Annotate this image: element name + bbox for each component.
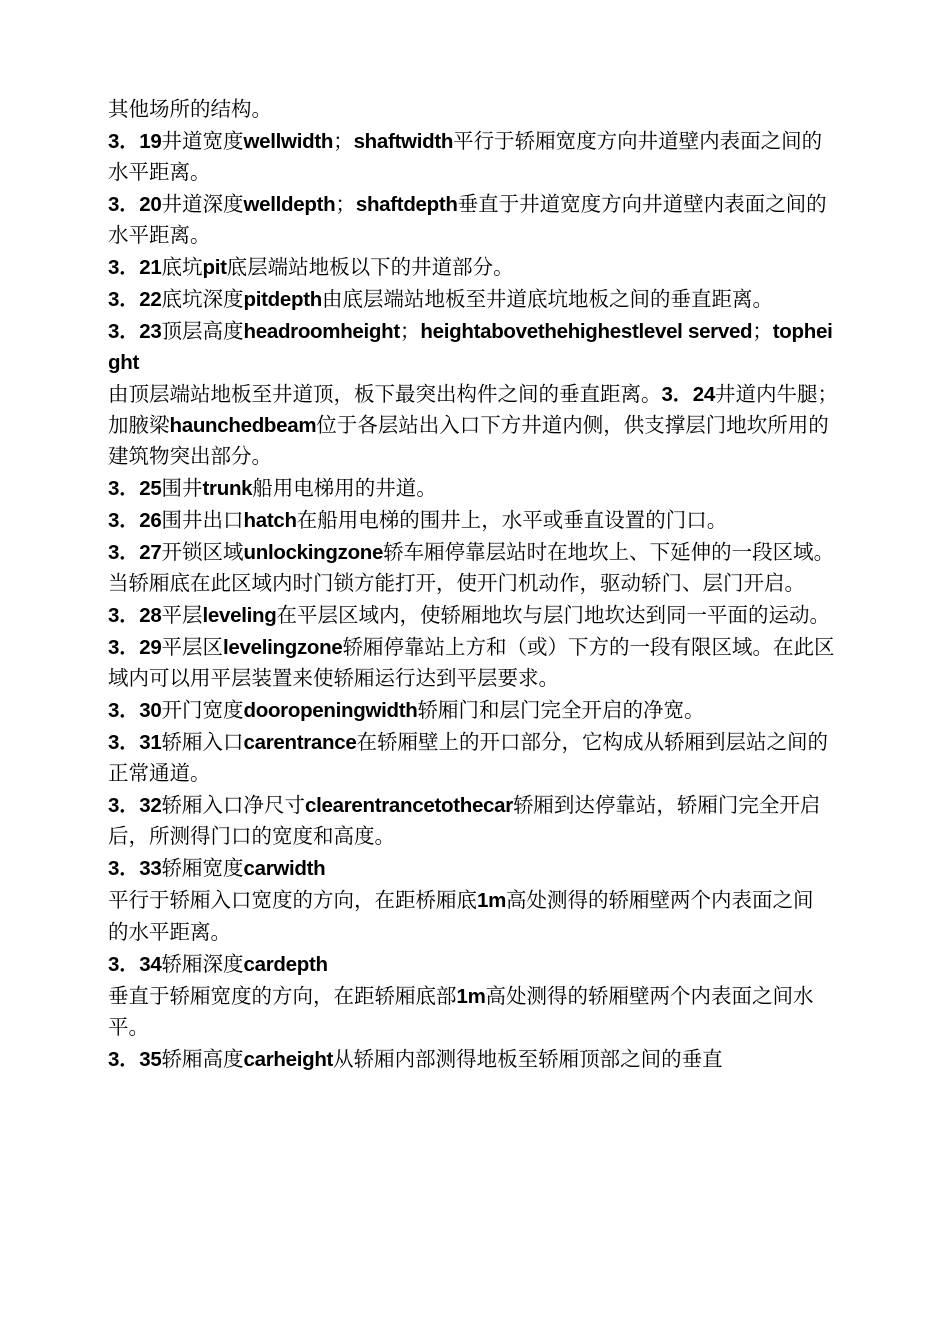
bold-term: shaftwidth — [353, 130, 454, 153]
text-run: 高处测得的轿厢壁两个内表面之间水平。 — [108, 984, 814, 1039]
bold-term: 3．35 — [108, 1048, 162, 1071]
bold-term: 3．30 — [108, 699, 162, 722]
bold-term: shaftdepth — [355, 193, 458, 216]
text-run: 顶层高度 — [161, 319, 244, 343]
text-run: 轿厢入口净尺寸 — [161, 793, 306, 817]
document-body — [108, 94, 838, 1076]
bold-term: levelingzone — [223, 636, 343, 659]
text-run: 垂直于井道宽度方向井道壁内表面之间的水平距离。 — [108, 192, 827, 247]
bold-term: 3．32 — [108, 794, 162, 817]
text-run: 轿厢到达停靠站，轿厢门完全开启后，所测得门口的宽度和高度。 — [108, 793, 821, 848]
paragraph — [108, 505, 838, 536]
bold-term: leveling — [202, 604, 277, 627]
bold-term: pit — [202, 256, 227, 279]
paragraph — [108, 316, 838, 378]
text-run: 从轿厢内部测得地板至轿厢顶部之间的垂直 — [333, 1047, 723, 1071]
paragraph — [108, 949, 838, 980]
bold-term: 3．26 — [108, 509, 162, 532]
paragraph — [108, 853, 838, 884]
text-run: 位于各层站出入口下方井道内侧，供支撑层门地坎所用的建筑物突出部分。 — [108, 413, 829, 468]
bold-term: carentrance — [243, 731, 357, 754]
bold-term: 3．21 — [108, 256, 162, 279]
text-run: 在船用电梯的围井上，水平或垂直设置的门口。 — [296, 508, 728, 532]
text-run: 底坑深度 — [161, 287, 244, 311]
paragraph — [108, 632, 838, 694]
paragraph — [108, 981, 838, 1043]
paragraph — [108, 695, 838, 726]
paragraph — [108, 94, 838, 125]
bold-term: headroomheight — [243, 320, 400, 343]
text-run: 的水平距离。 — [108, 920, 231, 944]
text-run: 底坑 — [161, 255, 203, 279]
bold-term: 3．28 — [108, 604, 162, 627]
text-run: 开门宽度 — [161, 698, 244, 722]
text-run: 轿厢深度 — [161, 952, 244, 976]
bold-term: 3．23 — [108, 320, 162, 343]
paragraph — [108, 600, 838, 631]
bold-term: 3．29 — [108, 636, 162, 659]
text-run: ； — [399, 319, 421, 343]
paragraph — [108, 727, 838, 789]
text-run: 在平层区域内，使轿厢地坎与层门地坎达到同一平面的运动。 — [276, 603, 830, 627]
text-run: 轿车厢停靠层站时在地坎上、下延伸的一段区域。当轿厢底在此区域内时门锁方能打开，使开门机动作，驱动轿门、层门开启。 — [108, 540, 835, 595]
bold-term: 3．20 — [108, 193, 162, 216]
paragraph — [108, 537, 838, 599]
text-run: 由顶层端站地板至井道顶，板下最突出构件之间的垂直距离。 — [108, 382, 662, 406]
text-run: 平层 — [161, 603, 203, 627]
paragraph — [108, 189, 838, 251]
bold-term: 3．31 — [108, 731, 162, 754]
bold-term: hatch — [243, 509, 297, 532]
text-run: ； — [335, 192, 356, 216]
text-run: 井道深度 — [161, 192, 244, 216]
paragraph — [108, 917, 838, 948]
bold-term: carheight — [243, 1048, 334, 1071]
bold-term: welldepth — [243, 193, 336, 216]
paragraph — [108, 379, 838, 472]
paragraph — [108, 790, 838, 852]
bold-term: heightabovethehighestlevel served — [420, 320, 753, 343]
bold-term: trunk — [202, 477, 253, 500]
bold-term: pitdepth — [243, 288, 322, 311]
text-run: 在轿厢壁上的开口部分，它构成从轿厢到层站之间的正常通道。 — [108, 730, 828, 785]
bold-term: 1m — [477, 889, 507, 912]
paragraph — [108, 885, 838, 916]
text-run: 由底层端站地板至井道底坑地板之间的垂直距离。 — [321, 287, 773, 311]
bold-term: 3．22 — [108, 288, 162, 311]
paragraph — [108, 126, 838, 188]
text-run: 平行于轿厢宽度方向井道壁内表面之间的水平距离。 — [108, 129, 823, 184]
paragraph — [108, 252, 838, 283]
text-run: 轿厢入口 — [161, 730, 244, 754]
text-run: 轿厢宽度 — [161, 856, 244, 880]
bold-term: clearentrancetothecar — [305, 794, 513, 817]
bold-term: topheight — [108, 320, 833, 374]
text-run: 围井 — [161, 476, 203, 500]
bold-term: 3．33 — [108, 857, 162, 880]
text-run: 轿厢高度 — [161, 1047, 244, 1071]
text-run: 底层端站地板以下的井道部分。 — [226, 255, 514, 279]
paragraph — [108, 473, 838, 504]
bold-term: carwidth — [243, 857, 326, 880]
text-run: 其他场所的结构。 — [108, 97, 272, 121]
text-run: ； — [333, 129, 354, 153]
bold-term: haunchedbeam — [169, 414, 317, 437]
text-run: 高处测得的轿厢壁两个内表面之间 — [506, 888, 814, 912]
text-run: 井道内牛腿；加腋梁 — [108, 382, 839, 437]
text-run: 平行于轿厢入口宽度的方向，在距桥厢底 — [108, 888, 477, 912]
text-run: 垂直于轿厢宽度的方向，在距轿厢底部 — [108, 984, 457, 1008]
text-run: 井道宽度 — [161, 129, 244, 153]
text-run: 平层区 — [161, 635, 224, 659]
bold-term: cardepth — [243, 953, 328, 976]
text-run: 轿厢停靠站上方和（或）下方的一段有限区域。在此区域内可以用平层装置来使轿厢运行达到平层要求。 — [108, 635, 835, 690]
paragraph — [108, 284, 838, 315]
bold-term: dooropeningwidth — [243, 699, 418, 722]
paragraph — [108, 1044, 838, 1075]
bold-term: 3．27 — [108, 541, 162, 564]
bold-term: unlockingzone — [243, 541, 384, 564]
bold-term: wellwidth — [243, 130, 334, 153]
bold-term: 1m — [456, 985, 486, 1008]
text-run: 围井出口 — [161, 508, 244, 532]
text-run: ； — [752, 319, 773, 343]
text-run: 轿厢门和层门完全开启的净宽。 — [417, 698, 705, 722]
text-run: 开锁区域 — [161, 540, 244, 564]
bold-term: 3．24 — [661, 383, 716, 406]
bold-term: 3．25 — [108, 477, 162, 500]
bold-term: 3．19 — [108, 130, 162, 153]
bold-term: 3．34 — [108, 953, 162, 976]
text-run: 船用电梯用的井道。 — [252, 476, 437, 500]
